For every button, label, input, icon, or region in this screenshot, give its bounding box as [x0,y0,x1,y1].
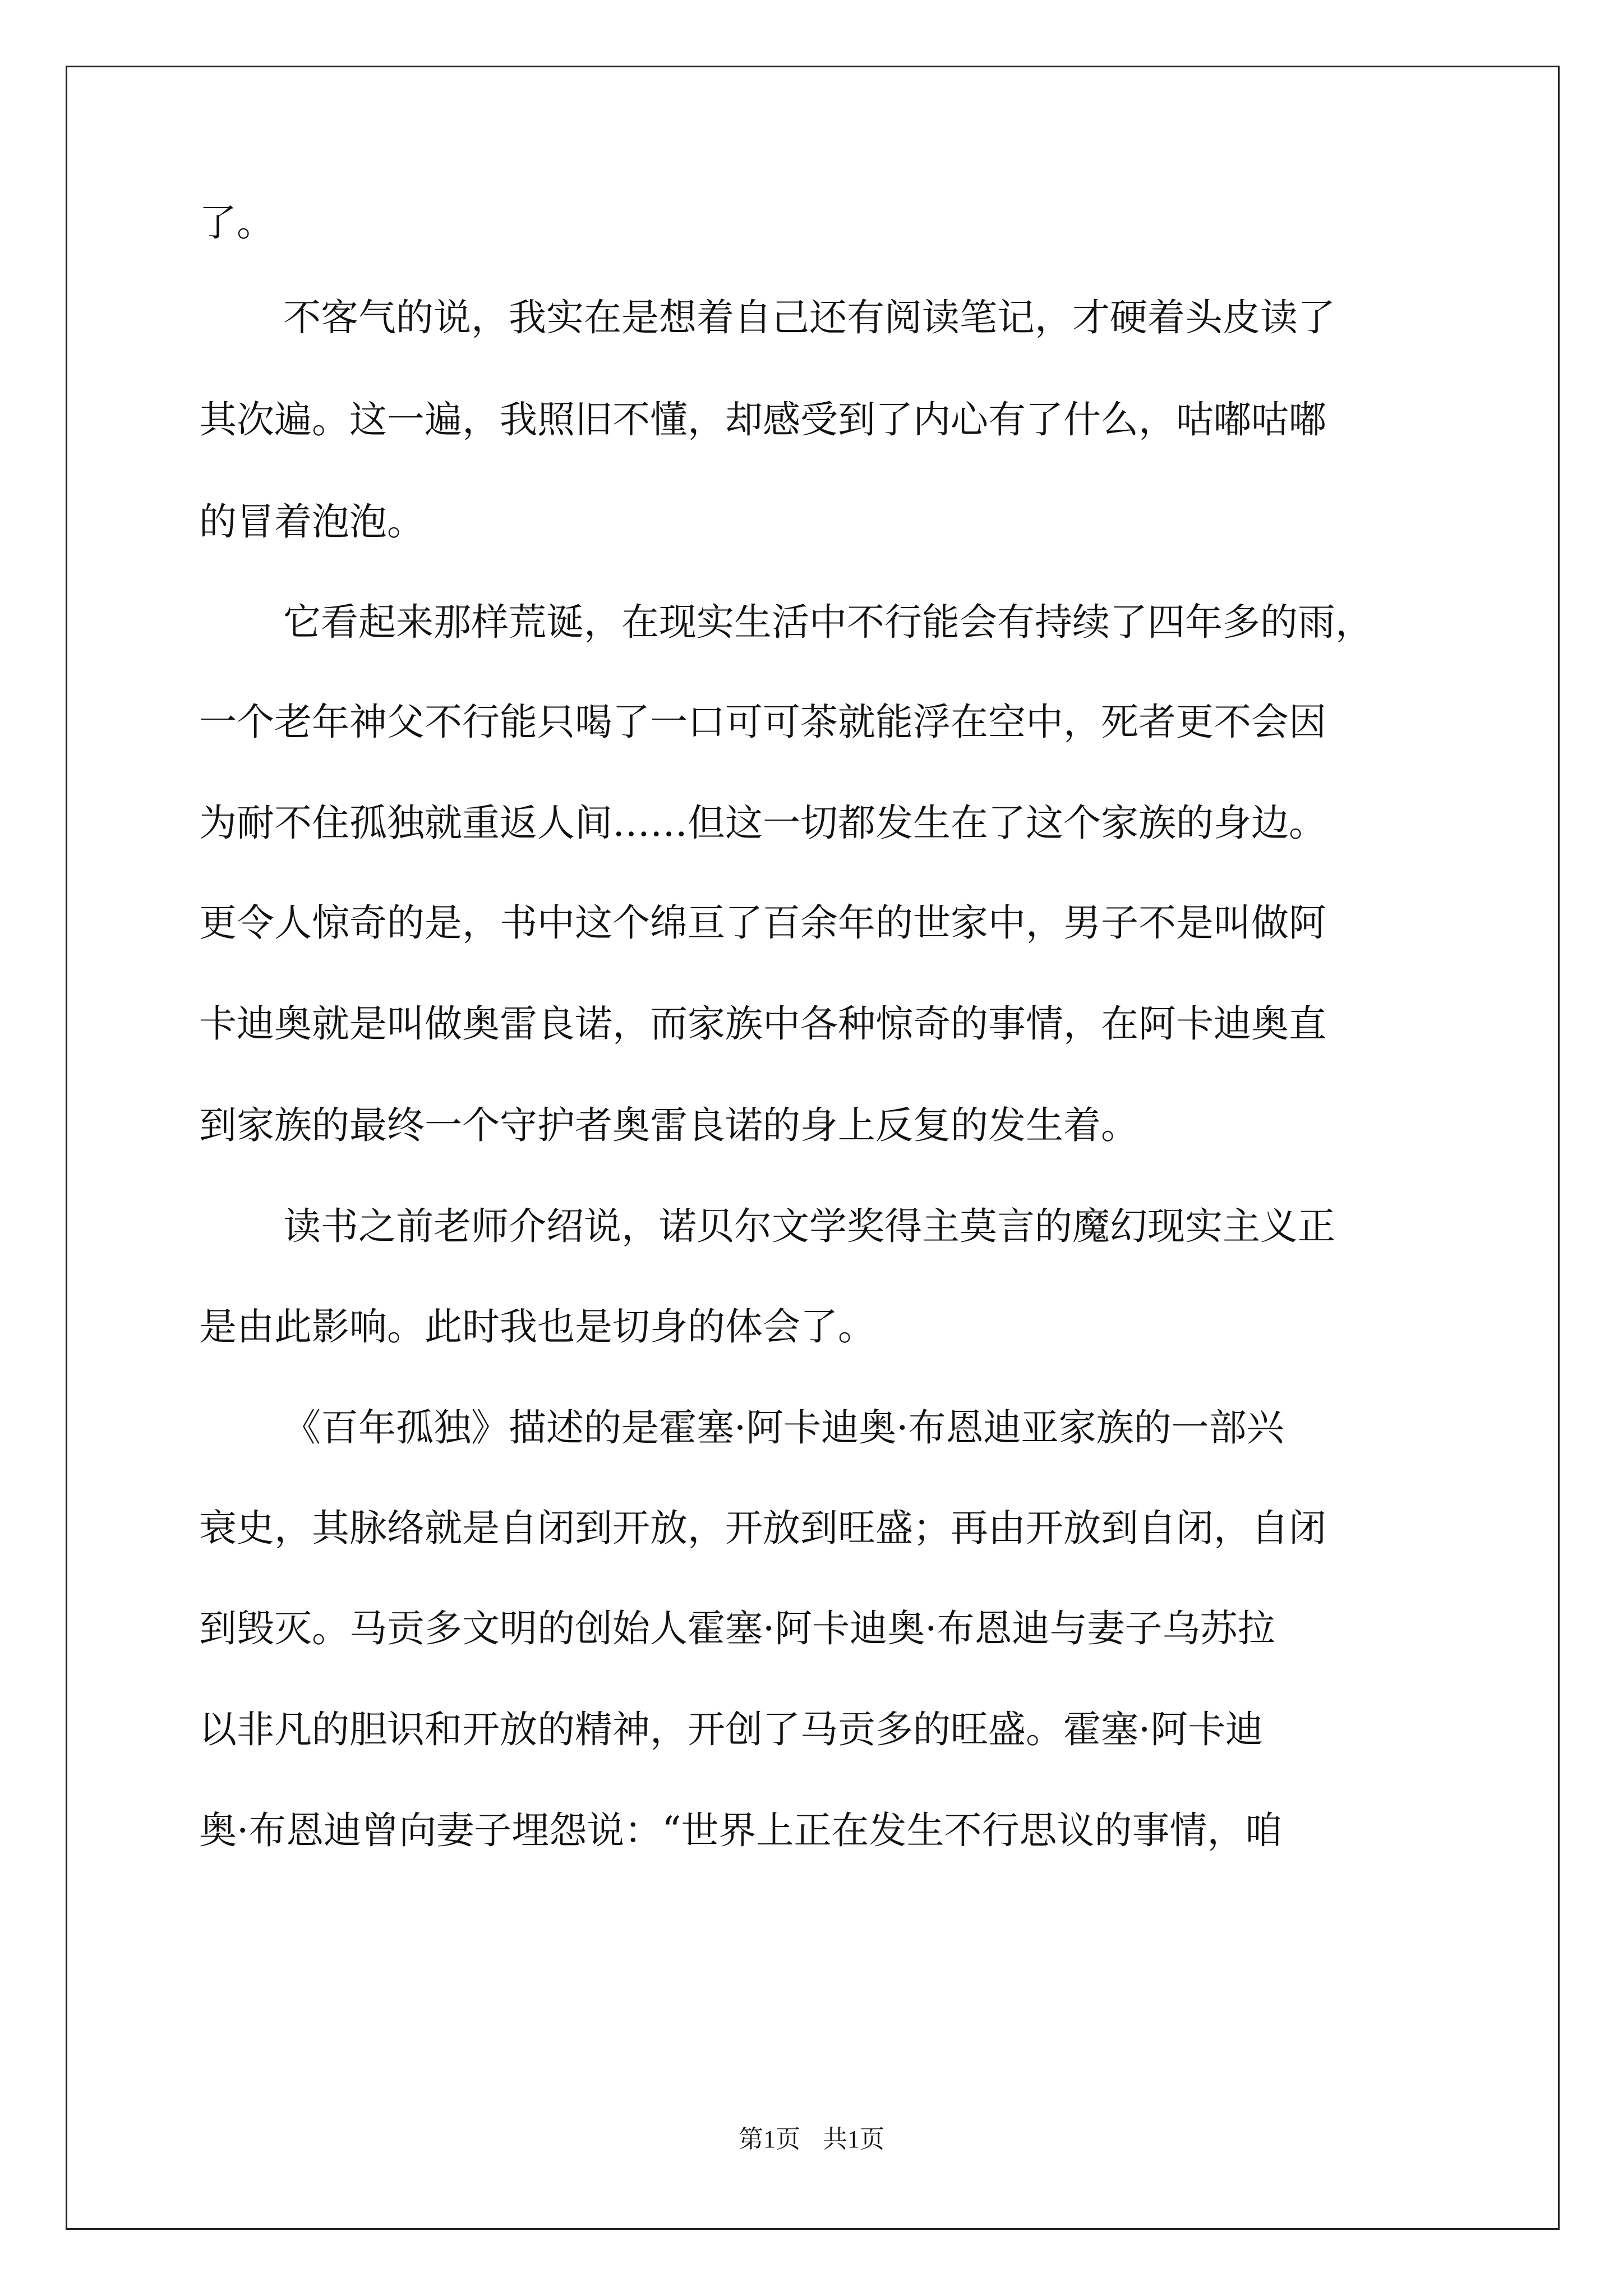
page-footer [0,2123,1623,2156]
text-line: 到家族的最终一个守护者奥雷良诺的身上反复的发生着。 [199,1103,1138,1147]
page-border [66,66,1560,2230]
text-line: 以非凡的胆识和开放的精神，开创了马贡多的旺盛。霍塞·阿卡迪 [199,1708,1264,1751]
text-line: 是由此影响。此时我也是切身的体会了。 [199,1305,875,1349]
paragraph-line: 读书之前老师介绍说，诺贝尔文学奖得主莫言的魔幻现实主义正 [283,1204,1335,1248]
paragraph-line: 《百年孤独》描述的是霍塞·阿卡迪奥·布恩迪亚家族的一部兴 [283,1406,1284,1450]
text-line: 的冒着泡泡。 [199,500,425,544]
text-line: 一个老年神父不行能只喝了一口可可茶就能浮在空中，死者更不会因 [199,700,1326,744]
page-number: 第1页 [739,2125,800,2153]
text-line: 卡迪奥就是叫做奥雷良诺，而家族中各种惊奇的事情，在阿卡迪奥直 [199,1002,1326,1046]
text-line: 更令人惊奇的是，书中这个绵亘了百余年的世家中，男子不是叫做阿 [199,901,1326,945]
text-line: 衰史，其脉络就是自闭到开放，开放到旺盛；再由开放到自闭，自闭 [199,1506,1326,1550]
text-line: 其次遍。这一遍，我照旧不懂，却感受到了内心有了什么，咕嘟咕嘟 [199,398,1326,441]
text-line: 到毁灭。马贡多文明的创始人霍塞·阿卡迪奥·布恩迪与妻子乌苏拉 [199,1607,1275,1650]
page-total: 共1页 [823,2125,884,2153]
paragraph-line: 不客气的说，我实在是想着自己还有阅读笔记，才硬着头皮读了 [283,296,1335,339]
text-line: 奥·布恩迪曾向妻子埋怨说：“世界上正在发生不行思议的事情，咱 [199,1809,1283,1852]
paragraph-line: 它看起来那样荒诞，在现实生活中不行能会有持续了四年多的雨， [283,600,1373,644]
text-line: 了。 [199,201,274,245]
text-line: 为耐不住孤独就重返人间……但这一切都发生在了这个家族的身边。 [199,801,1326,845]
